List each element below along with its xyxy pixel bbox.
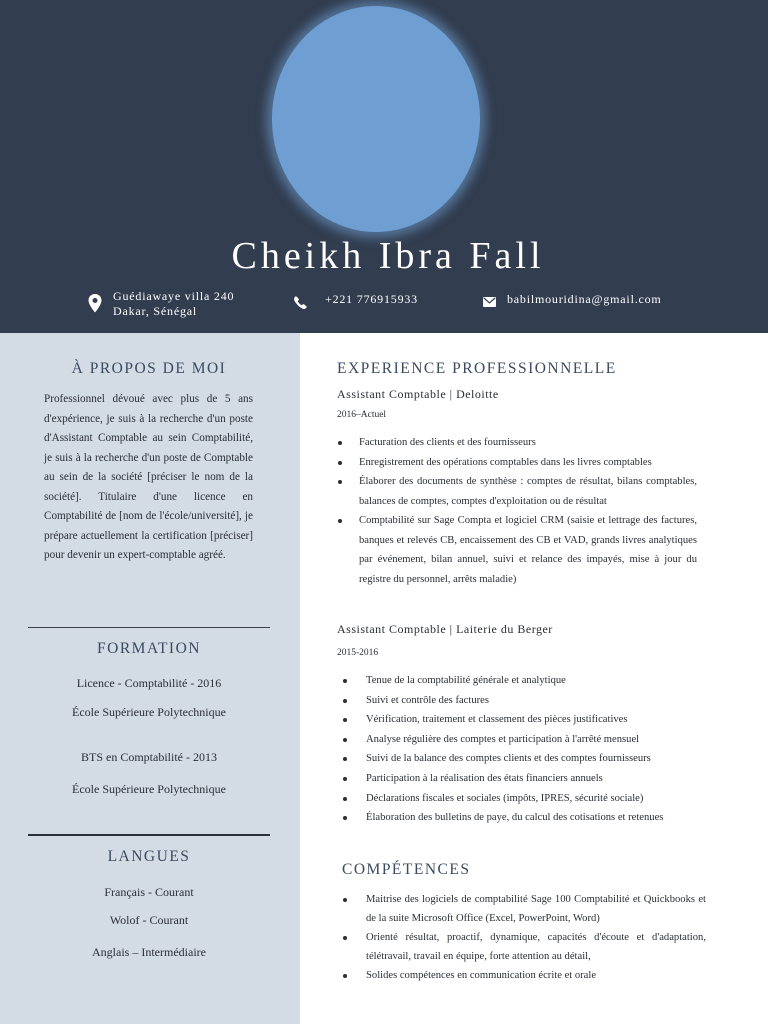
about-title: À PROPOS DE MOI (71, 360, 227, 377)
about-text: Professionnel dévoué avec plus de 5 ans d'expérience, je suis à la recherche d'un poste d'Assistant Comptable au sein Comptabilité, je suis à la recherche d'un poste de Comptable au sein de la société [préciser le nom de la société]. Titulaire d'une licence en Comptabilité de [nom de l'école/université], je prépare actuellement la certification [préciser] pour devenir un expert-comptable agréé. (44, 393, 253, 561)
job-title: Assistant Comptable | Deloitte (337, 387, 499, 401)
list-item: Facturation des clients et des fournisseurs (359, 433, 697, 453)
address-line-1: Guédiawaye villa 240 (113, 289, 235, 303)
formation-school: École Supérieure Polytechnique (72, 782, 226, 796)
job-bullet-list (366, 671, 706, 828)
language-item: Français - Courant (104, 885, 194, 899)
address-line-2: Dakar, Sénégal (113, 304, 198, 318)
language-item: Wolof - Courant (109, 913, 189, 927)
formation-school: École Supérieure Polytechnique (72, 705, 226, 719)
job-bullet-list (359, 433, 697, 589)
list-item: Participation à la réalisation des états financiers annuels (366, 769, 706, 789)
langues-title: LANGUES (107, 848, 191, 865)
header-banner (0, 0, 768, 333)
list-item: Vérification, traitement et classement des pièces justificatives (366, 710, 706, 730)
formation-title: FORMATION (97, 640, 201, 657)
list-item: Tenue de la comptabilité générale et analytique (366, 671, 706, 691)
list-item: Comptabilité sur Sage Compta et logiciel CRM (saisie et lettrage des factures, banques et relevés CB, encaissement des CB et VAD, grands livres analytiques par événement, bilan annuel, suivi et relance des impayés, mise à jour du registre du personnel, arrêts maladie) (359, 511, 697, 589)
job-dates: 2016–Actuel (337, 410, 387, 420)
contact-email: babilmouridina@gmail.com (507, 292, 662, 306)
experience-title: EXPERIENCE PROFESSIONNELLE (337, 360, 617, 377)
contact-address (113, 289, 234, 319)
skills-bullet-list (366, 890, 706, 985)
formation-degree: BTS en Comptabilité - 2013 (81, 750, 217, 764)
list-item: Élaboration des bulletins de paye, du calcul des cotisations et retenues (366, 808, 706, 828)
list-item: Analyse régulière des comptes et participation à l'arrêté mensuel (366, 730, 706, 750)
list-item: Suivi et contrôle des factures (366, 691, 706, 711)
list-item: Orienté résultat, proactif, dynamique, capacités d'écoute et d'adaptation, télétravail, travail en équipe, forte attention au détail, (366, 928, 706, 966)
profile-photo-placeholder (272, 6, 480, 232)
divider (28, 834, 270, 836)
competences-title: COMPÉTENCES (342, 861, 471, 878)
person-name: Cheikh Ibra Fall (231, 235, 545, 277)
list-item: Maitrise des logiciels de comptabilité Sage 100 Comptabilité et Quickbooks et de la suite Microsoft Office (Excel, PowerPoint, Word) (366, 890, 706, 928)
list-item: Suivi de la balance des comptes clients et des comptes fournisseurs (366, 749, 706, 769)
formation-degree: Licence - Comptabilité - 2016 (76, 676, 222, 690)
list-item: Déclarations fiscales et sociales (impôts, IPRES, sécurité sociale) (366, 789, 706, 809)
list-item: Élaborer des documents de synthèse : comptes de résultat, bilans comptables, balances de comptes, comptes d'exploitation ou de résultat (359, 472, 697, 511)
email-icon (483, 297, 496, 307)
location-pin-icon (88, 294, 102, 313)
phone-icon (294, 296, 307, 309)
divider (28, 627, 270, 628)
job-dates: 2015-2016 (337, 648, 379, 658)
job-title: Assistant Comptable | Laiterie du Berger (337, 622, 553, 636)
language-item: Anglais – Intermédiaire (92, 945, 206, 959)
list-item: Solides compétences en communication écrite et orale (366, 966, 706, 985)
list-item: Enregistrement des opérations comptables dans les livres comptables (359, 453, 697, 473)
contact-phone: +221 776915933 (325, 292, 418, 306)
